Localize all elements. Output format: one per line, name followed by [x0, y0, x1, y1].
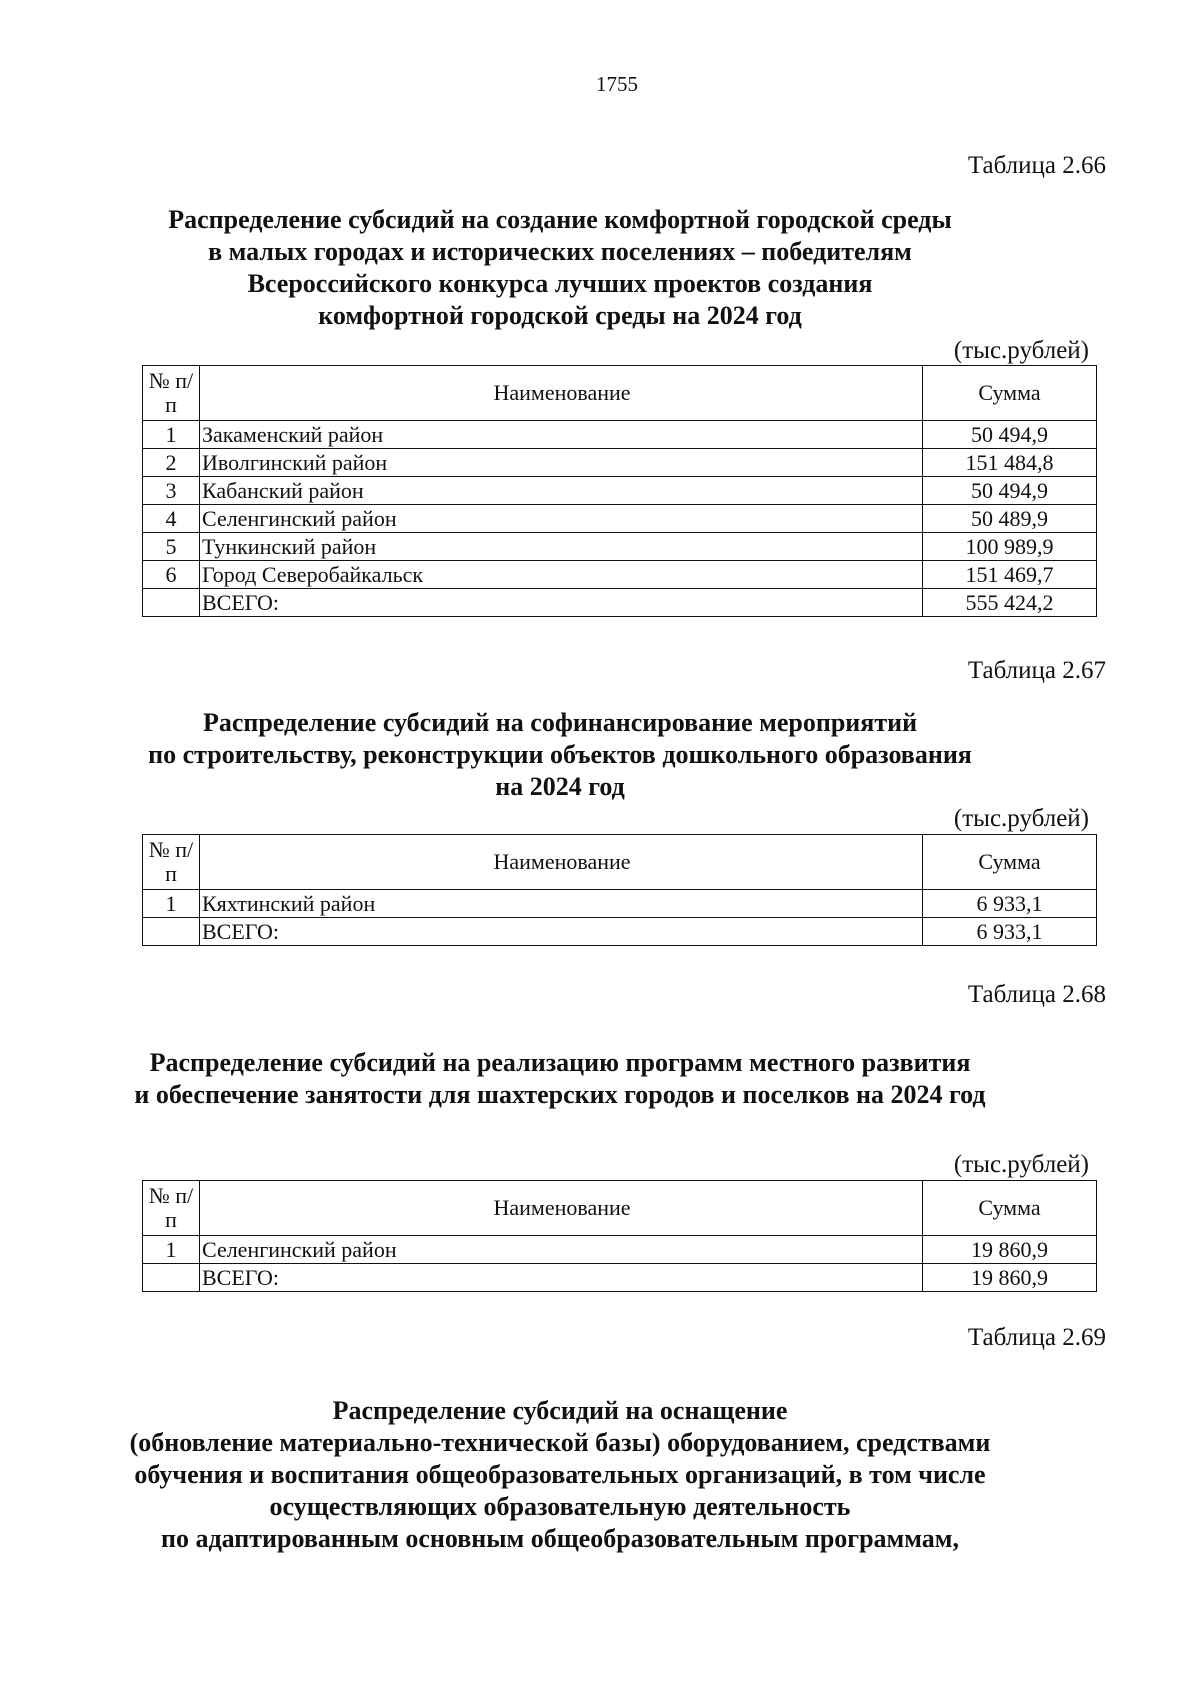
section-title [110, 1395, 1010, 1555]
row-num: 2 [143, 449, 200, 477]
page-number: 1755 [596, 72, 638, 96]
title-line: комфортной городской среды на 2024 год [318, 301, 802, 330]
header-name: Наименование [200, 366, 923, 421]
table-row [143, 477, 1097, 505]
table-caption: Таблица 2.67 [967, 657, 1106, 684]
table-row [143, 561, 1097, 589]
data-table [142, 1180, 1097, 1292]
row-sum: 50 489,9 [923, 505, 1097, 533]
row-sum: 100 989,9 [923, 533, 1097, 561]
total-row [143, 1264, 1097, 1292]
row-sum: 151 469,7 [923, 561, 1097, 589]
table-row [143, 1236, 1097, 1264]
row-sum: 50 494,9 [923, 421, 1097, 449]
header-name: Наименование [200, 1181, 923, 1236]
row-name: Город Северобайкальск [200, 561, 923, 589]
header-sum: Сумма [923, 835, 1097, 890]
table-caption: Таблица 2.68 [967, 981, 1106, 1008]
data-table [142, 365, 1097, 617]
header-num: № п/п [143, 1181, 200, 1236]
units-label: (тыс.рублей) [953, 1151, 1089, 1178]
table-caption: Таблица 2.66 [967, 152, 1106, 179]
total-label: ВСЕГО: [200, 1264, 923, 1292]
title-line: по строительству, реконструкции объектов дошкольного образования [148, 740, 972, 769]
table-row [143, 421, 1097, 449]
row-name: Селенгинский район [200, 1236, 923, 1264]
table-caption: Таблица 2.69 [967, 1324, 1106, 1351]
title-line: (обновление материально-технической базы) оборудованием, средствами [129, 1428, 991, 1457]
header-row [143, 835, 1097, 890]
section-title [110, 707, 1010, 803]
title-line: Всероссийского конкурса лучших проектов создания [247, 269, 873, 298]
row-name: Селенгинский район [200, 505, 923, 533]
total-label: ВСЕГО: [200, 918, 923, 946]
title-line: обучения и воспитания общеобразовательных организаций, в том числе [134, 1460, 986, 1489]
row-num: 1 [143, 890, 200, 918]
table-row [143, 890, 1097, 918]
row-name: Иволгинский район [200, 449, 923, 477]
header-name: Наименование [200, 835, 923, 890]
units-label: (тыс.рублей) [953, 337, 1089, 364]
table-row [143, 505, 1097, 533]
title-line: Распределение субсидий на реализацию программ местного развития [149, 1048, 971, 1077]
row-num [143, 589, 200, 617]
total-sum: 6 933,1 [923, 918, 1097, 946]
row-name: Тункинский район [200, 533, 923, 561]
row-num: 1 [143, 421, 200, 449]
title-line: Распределение субсидий на создание комфортной городской среды [168, 205, 952, 234]
header-num: № п/п [143, 835, 200, 890]
total-sum: 555 424,2 [923, 589, 1097, 617]
row-num: 5 [143, 533, 200, 561]
row-num: 4 [143, 505, 200, 533]
title-line: и обеспечение занятости для шахтерских городов и поселков на 2024 год [134, 1080, 986, 1109]
title-line: на 2024 год [495, 772, 625, 801]
total-sum: 19 860,9 [923, 1264, 1097, 1292]
row-sum: 151 484,8 [923, 449, 1097, 477]
title-line: по адаптированным основным общеобразовательным программам, [160, 1524, 959, 1553]
row-name: Закаменский район [200, 421, 923, 449]
table-row [143, 449, 1097, 477]
row-num: 1 [143, 1236, 200, 1264]
header-num: № п/п [143, 366, 200, 421]
title-line: осуществляющих образовательную деятельность [269, 1492, 851, 1521]
row-num: 6 [143, 561, 200, 589]
header-sum: Сумма [923, 1181, 1097, 1236]
title-line: Распределение субсидий на софинансирование мероприятий [202, 708, 918, 737]
header-row [143, 1181, 1097, 1236]
total-row [143, 918, 1097, 946]
row-sum: 19 860,9 [923, 1236, 1097, 1264]
row-num: 3 [143, 477, 200, 505]
title-line: в малых городах и исторических поселениях – победителям [208, 237, 912, 266]
section-title [110, 204, 1010, 332]
row-num [143, 918, 200, 946]
total-row [143, 589, 1097, 617]
units-label: (тыс.рублей) [953, 805, 1089, 832]
data-table [142, 834, 1097, 946]
row-sum: 50 494,9 [923, 477, 1097, 505]
row-sum: 6 933,1 [923, 890, 1097, 918]
row-name: Кяхтинский район [200, 890, 923, 918]
section-title [110, 1047, 1010, 1111]
row-num [143, 1264, 200, 1292]
total-label: ВСЕГО: [200, 589, 923, 617]
header-sum: Сумма [923, 366, 1097, 421]
row-name: Кабанский район [200, 477, 923, 505]
header-row [143, 366, 1097, 421]
table-row [143, 533, 1097, 561]
title-line: Распределение субсидий на оснащение [332, 1396, 788, 1425]
